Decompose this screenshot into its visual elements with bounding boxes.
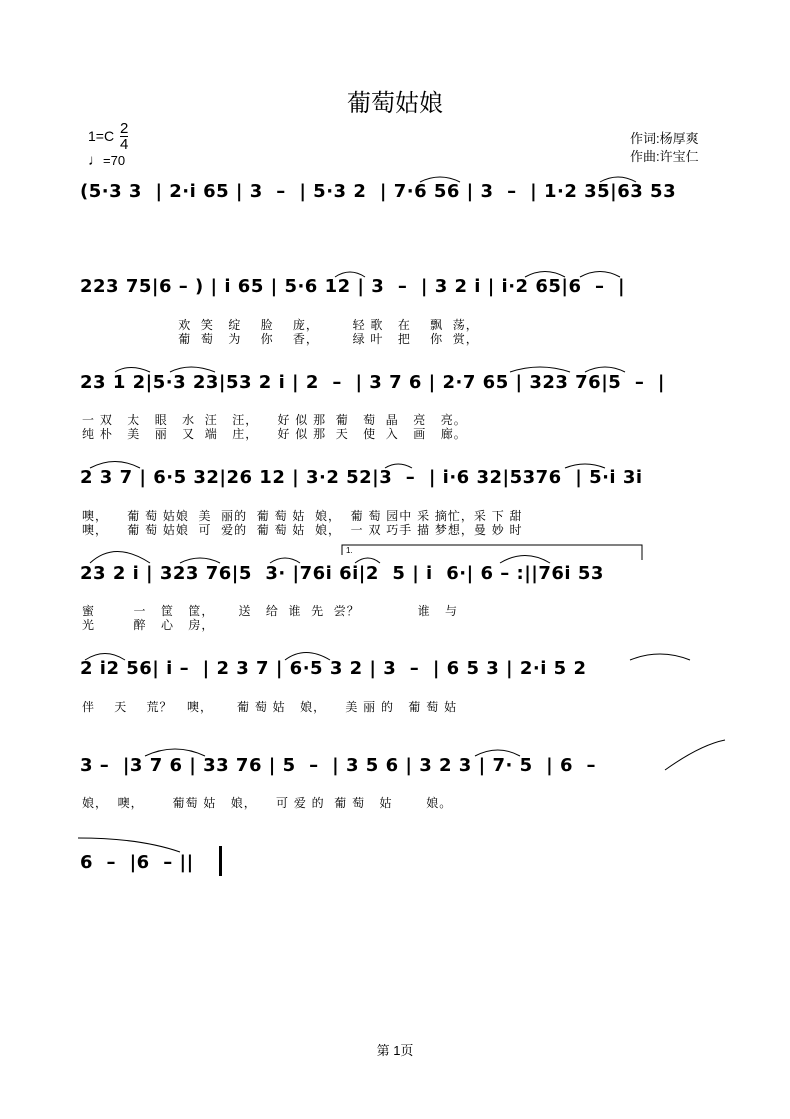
lyrics-system-2-verse-2: 葡 萄 为 你 香， 绿 叶 把 你 赏， [82,332,479,346]
slur [90,552,150,564]
slur [500,556,550,564]
lyrics-system-6: 伴 天 荒？ 噢， 葡 萄 姑 娘， 美 丽 的 葡 萄 姑 [82,700,458,714]
lyrics-system-4-verse-2: 噢， 葡 萄 姑娘 可 爱的 葡 萄 姑 娘， 一 双 巧手 描 梦想，曼 妙 时 [82,523,523,537]
slur [585,367,625,372]
slur [145,749,205,756]
score-system-2: 223 75|6 – ) | i 65 | 5·6 12 | 3 – | 3 2 i | i·2 65|6 – | [80,276,626,297]
volta-number: 1. [346,546,353,555]
slur [170,367,215,372]
time-signature-bottom: 4 [120,136,129,153]
score-system-8: 6 – |6 – || [80,852,194,873]
score-system-4: 2 3 7 | 6·5 32|26 12 | 3·2 52|3 – | i·6 32|5376 | 5·i 3i [80,467,643,488]
lyrics-system-5-verse-2: 光 醉 心 房， [82,618,215,632]
score-system-5: 23 2 i | 323 76|5 3· |76i 6i|2 5 | i 6·| 6 – :||76i 53 [80,563,604,584]
score-system-3: 23 1 2|5·3 23|53 2 i | 2 – | 3 7 6 | 2·7 65 | 323 76|5 – | [80,372,665,393]
slur [525,272,565,278]
slur [475,750,520,756]
slur [285,653,330,661]
lyrics-system-3-verse-1: 一 双 太 眼 水 汪 汪， 好 似 那 葡 萄 晶 亮 亮。 [82,413,467,427]
page-number: 第 1页 [376,1043,414,1058]
slur [385,464,412,468]
song-title: 葡萄姑娘 [347,89,443,117]
final-barline [219,846,222,876]
time-signature-top: 2 [120,120,129,137]
slur [115,368,150,373]
slur [78,838,180,852]
lyricist-credit: 作词:杨厚爽 [630,131,699,146]
score-system-1: (5·3 3 | 2·i 65 | 3 – | 5·3 2 | 7·6 56 | 3 – | 1·2 35|63 53 [80,181,677,202]
lyrics-system-4-verse-1: 噢， 葡 萄 姑娘 美 丽的 葡 萄 姑 娘， 葡 萄 园中 采 摘忙，采 下 甜 [82,509,523,523]
composer-credit: 作曲:许宝仁 [630,149,699,164]
score-system-7: 3 – |3 7 6 | 33 76 | 5 – | 3 5 6 | 3 2 3 | 7· 5 | 6 – [80,755,597,776]
slur [580,272,620,278]
quarter-note-icon: ♩ [88,152,103,169]
volta-bracket [342,545,642,560]
key-signature: 1=C [88,128,115,144]
slur [355,558,380,563]
score-system-6: 2 i2 56| i – | 2 3 7 | 6·5 3 2 | 3 – | 6 5 3 | 2·i 5 2 [80,658,587,679]
slur [270,558,300,563]
slur [630,654,690,660]
lyrics-system-7: 娘， 噢， 葡萄 姑 娘， 可 爱 的 葡 萄 姑 娘。 [82,796,453,810]
slur [85,654,125,661]
slur [90,462,140,469]
slur [665,740,725,770]
slur [420,177,460,182]
lyrics-system-2-verse-1: 欢 笑 绽 脸 庞， 轻 歌 在 飘 荡， [82,318,479,332]
lyrics-system-5-verse-1: 蜜 一 筐 筐， 送 给 谁 先 尝？ 谁 与 [82,604,459,618]
tempo-value: =70 [103,153,126,168]
slur [180,558,220,563]
slur [565,464,605,468]
lyrics-system-3-verse-2: 纯 朴 美 丽 又 端 庄， 好 似 那 天 使 入 画 廊。 [82,427,467,441]
slur [335,272,365,277]
slur [510,367,570,372]
slur [600,177,636,182]
